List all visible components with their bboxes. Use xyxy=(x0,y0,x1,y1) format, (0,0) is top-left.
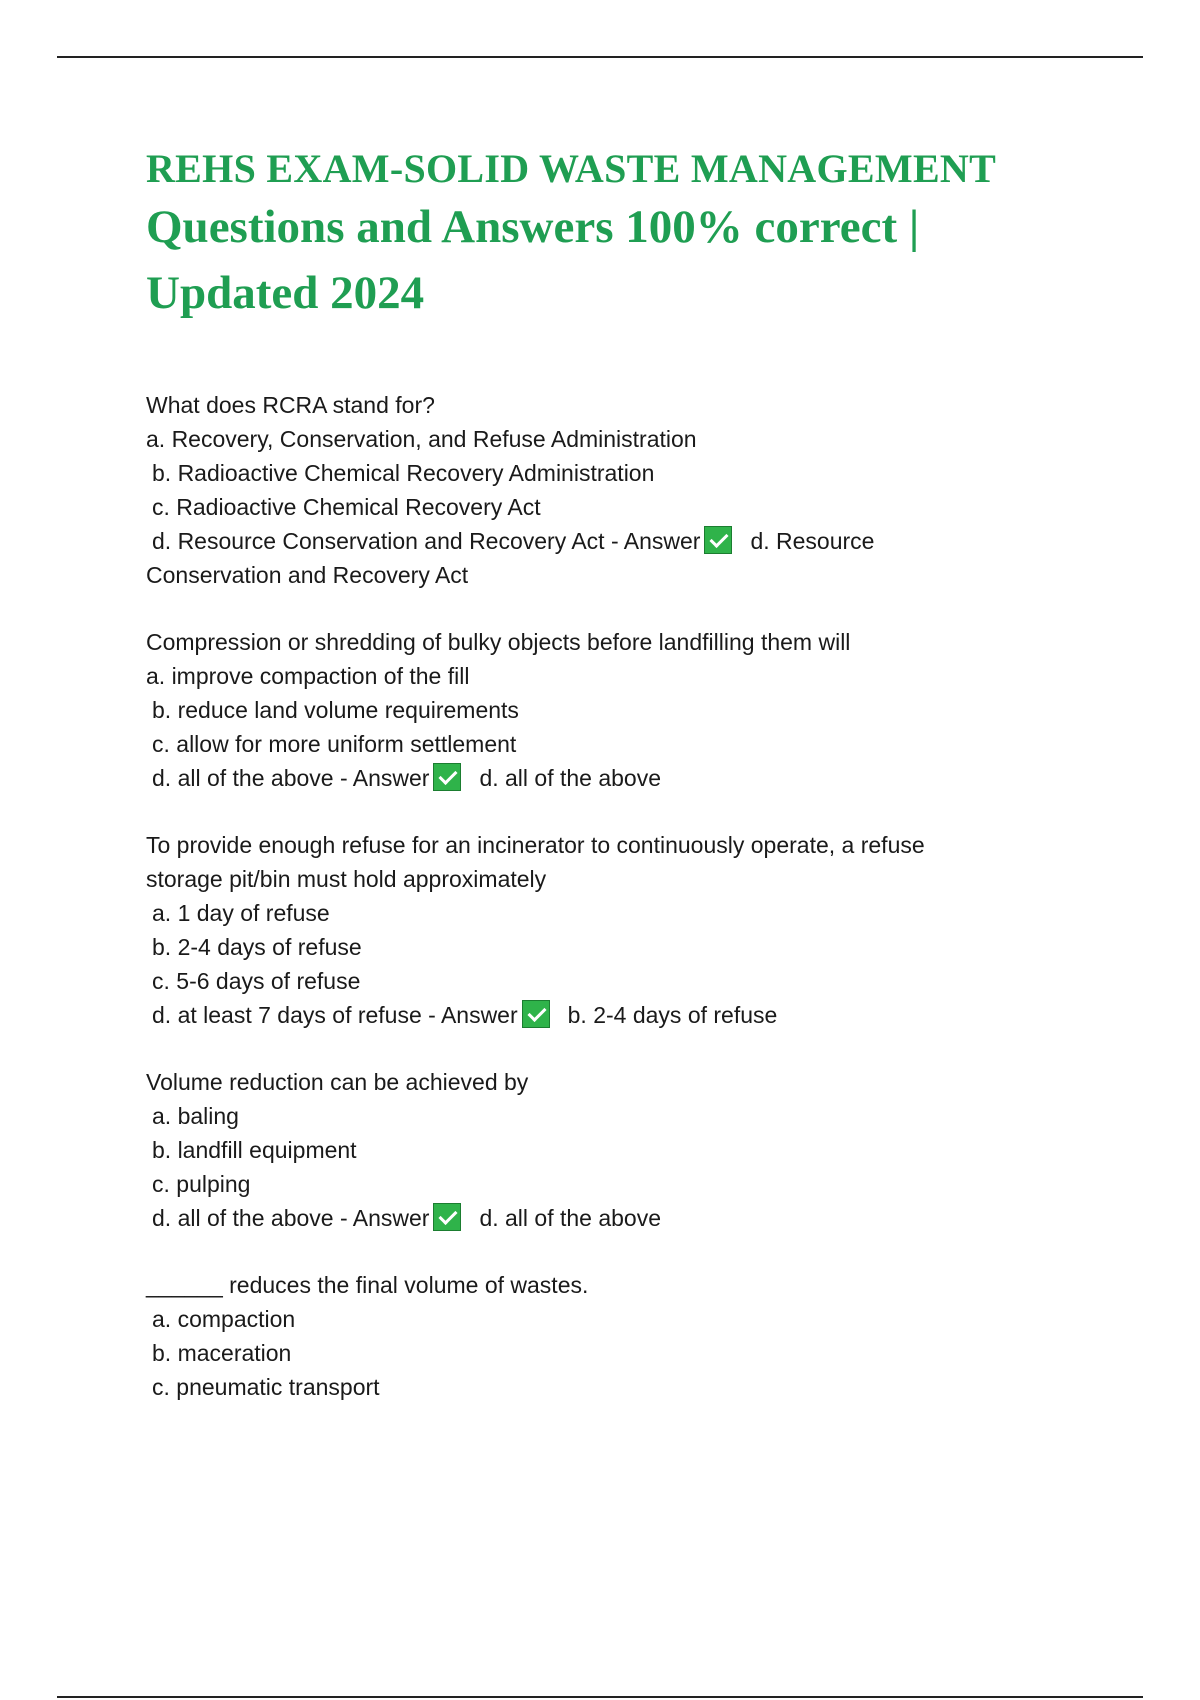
question-list xyxy=(146,388,1146,1437)
question-item-2 xyxy=(146,625,1146,795)
title-line-3: Updated 2024 xyxy=(146,267,425,319)
question-text: ______ reduces the final volume of wastes. xyxy=(146,1272,589,1298)
option-d: d. all of the above - Answer xyxy=(152,765,430,791)
option-d: d. all of the above - Answer xyxy=(152,1205,430,1231)
answer-text: d. Resource xyxy=(750,528,875,554)
top-rule xyxy=(57,56,1143,58)
answer-text: d. all of the above xyxy=(479,765,662,791)
bottom-rule xyxy=(57,1696,1143,1698)
option-a: a. compaction xyxy=(152,1306,296,1332)
option-d-with-answer xyxy=(146,761,1146,795)
option-a: a. improve compaction of the fill xyxy=(146,663,470,689)
option-a: a. Recovery, Conservation, and Refuse Administration xyxy=(146,426,697,452)
option-d-with-answer xyxy=(146,1201,1146,1235)
option-d-with-answer xyxy=(146,524,1146,558)
question-item-3 xyxy=(146,828,1146,1032)
question-item-5 xyxy=(146,1268,1146,1404)
question-item-1 xyxy=(146,388,1146,592)
option-c: c. allow for more uniform settlement xyxy=(152,731,517,757)
question-text: Volume reduction can be achieved by xyxy=(146,1069,529,1095)
title-line-1: REHS EXAM-SOLID WASTE MANAGEMENT xyxy=(146,146,997,191)
option-d: d. Resource Conservation and Recovery Act - Answer xyxy=(152,528,701,554)
question-text-line-2: storage pit/bin must hold approximately xyxy=(146,866,547,892)
document-title xyxy=(146,144,1146,326)
option-a: a. baling xyxy=(152,1103,239,1129)
checkmark-icon xyxy=(704,526,732,554)
checkmark-icon xyxy=(433,763,461,791)
option-b: b. Radioactive Chemical Recovery Administration xyxy=(152,460,655,486)
answer-text-continued: Conservation and Recovery Act xyxy=(146,562,469,588)
option-c: c. pneumatic transport xyxy=(152,1374,380,1400)
answer-text: b. 2-4 days of refuse xyxy=(567,1002,778,1028)
option-c: c. Radioactive Chemical Recovery Act xyxy=(152,494,541,520)
answer-text: d. all of the above xyxy=(479,1205,662,1231)
question-text: What does RCRA stand for? xyxy=(146,392,435,418)
checkmark-icon xyxy=(433,1203,461,1231)
option-c: c. 5-6 days of refuse xyxy=(152,968,361,994)
option-b: b. reduce land volume requirements xyxy=(152,697,519,723)
title-line-2: Questions and Answers 100% correct | xyxy=(146,201,920,253)
option-d-with-answer xyxy=(146,998,1146,1032)
option-a: a. 1 day of refuse xyxy=(152,900,330,926)
question-text: Compression or shredding of bulky objects before landfilling them will xyxy=(146,629,851,655)
option-d: d. at least 7 days of refuse - Answer xyxy=(152,1002,518,1028)
question-item-4 xyxy=(146,1065,1146,1235)
checkmark-icon xyxy=(522,1000,550,1028)
question-text-line-1: To provide enough refuse for an incinerator to continuously operate, a refuse xyxy=(146,832,925,858)
option-b: b. maceration xyxy=(152,1340,292,1366)
option-b: b. 2-4 days of refuse xyxy=(152,934,362,960)
option-c: c. pulping xyxy=(152,1171,251,1197)
option-b: b. landfill equipment xyxy=(152,1137,357,1163)
